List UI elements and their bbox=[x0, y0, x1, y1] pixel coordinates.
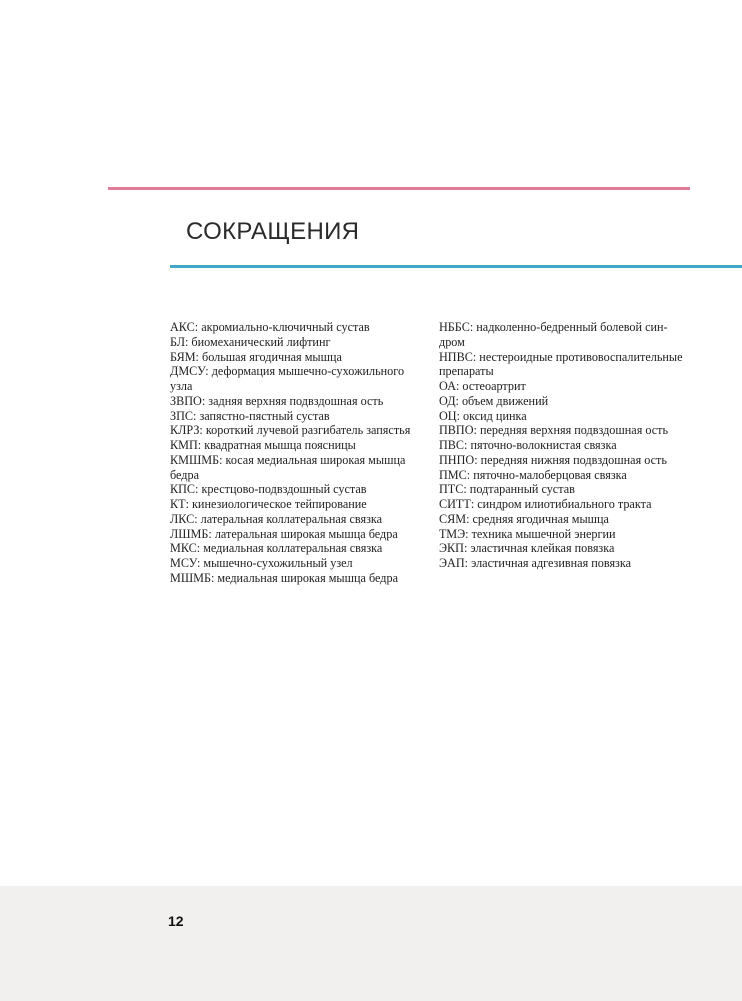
abbreviation-line: МКС: медиальная коллатеральная связка bbox=[170, 541, 383, 556]
abbreviation-line: КМП: квадратная мышца поясницы bbox=[170, 438, 356, 452]
abbreviation-line: СИТТ: синдром илиотибиального тракта bbox=[439, 497, 652, 511]
abbreviation-line: ПТС: подтаранный сустав bbox=[439, 482, 575, 497]
abbreviation-line: ПМС: пяточно-малоберцовая связка bbox=[439, 467, 627, 482]
abbreviation-line: ЭАП: эластичная адгезивная повязка bbox=[439, 556, 632, 570]
top-divider bbox=[108, 187, 690, 190]
abbreviation-line: ПВПО: передняя верхняя подвздошная ость bbox=[439, 423, 669, 438]
abbreviation-line: НПВС: нестероидные противовоспалительные bbox=[439, 349, 683, 364]
page-title: СОКРАЩЕНИЯ bbox=[186, 218, 360, 245]
abbreviations-left-column bbox=[170, 320, 420, 586]
abbreviation-line: бедра bbox=[170, 467, 199, 482]
abbreviation-line: ОЦ: оксид цинка bbox=[439, 408, 527, 423]
abbreviation-line: дром bbox=[439, 334, 465, 349]
abbreviation-line: ПВС: пяточно-волокнистая связка bbox=[439, 438, 617, 452]
abbreviation-line: КМШМБ: косая медиальная широкая мышца bbox=[170, 452, 406, 467]
abbreviations-right-column bbox=[439, 320, 709, 571]
abbreviation-line: ЗПС: запястно-пястный сустав bbox=[170, 408, 330, 423]
abbreviation-line: ЛКС: латеральная коллатеральная связка bbox=[170, 511, 383, 526]
abbreviation-line: КЛРЗ: короткий лучевой разгибатель запястья bbox=[170, 423, 411, 438]
abbreviation-line: БЛ: биомеханический лифтинг bbox=[170, 334, 331, 349]
abbreviation-line: КПС: крестцово-подвздошный сустав bbox=[170, 482, 367, 497]
abbreviation-line: узла bbox=[170, 379, 193, 393]
abbreviation-line: МШМБ: медиальная широкая мышца бедра bbox=[170, 570, 398, 585]
page-number: 12 bbox=[168, 913, 184, 929]
abbreviation-line: ДМСУ: деформация мышечно-сухожильного bbox=[170, 364, 405, 379]
abbreviation-line: ТМЭ: техника мышечной энергии bbox=[439, 526, 616, 541]
abbreviation-line: ПНПО: передняя нижняя подвздошная ость bbox=[439, 452, 667, 467]
abbreviation-line: НББС: надколенно-бедренный болевой син- bbox=[439, 320, 668, 334]
abbreviation-line: БЯМ: большая ягодичная мышца bbox=[170, 349, 342, 364]
abbreviation-line: препараты bbox=[439, 364, 494, 379]
abbreviation-line: ОА: остеоартрит bbox=[439, 379, 526, 393]
footer-band bbox=[0, 886, 742, 1001]
abbreviation-line: КТ: кинезиологическое тейпирование bbox=[170, 497, 367, 511]
abbreviation-line: ЛШМБ: латеральная широкая мышца бедра bbox=[170, 526, 398, 541]
abbreviation-line: СЯМ: средняя ягодичная мышца bbox=[439, 511, 609, 526]
bottom-divider bbox=[170, 265, 742, 268]
abbreviation-line: ЭКП: эластичная клейкая повязка bbox=[439, 541, 615, 556]
abbreviation-line: ЗВПО: задняя верхняя подвздошная ость bbox=[170, 393, 384, 408]
abbreviation-line: МСУ: мышечно-сухожильный узел bbox=[170, 556, 353, 570]
abbreviation-line: ОД: объем движений bbox=[439, 393, 549, 408]
abbreviation-line: АКС: акромиально-ключичный сустав bbox=[170, 320, 370, 334]
